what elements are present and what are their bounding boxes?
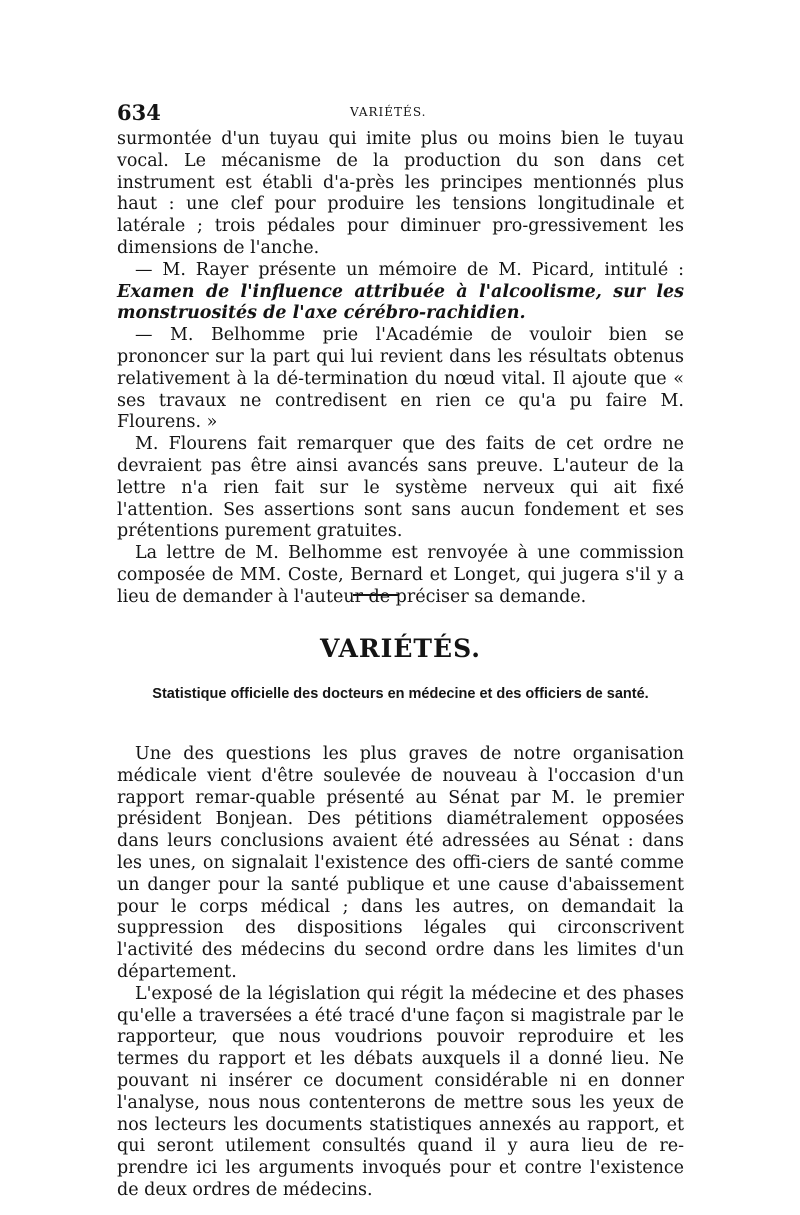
memoir-title: Examen de l'influence attribuée à l'alcoolisme, sur les monstruosités de l'axe cérébro-rachidien. [117, 281, 684, 324]
paragraph-legislation-expose: L'exposé de la législation qui régit la médecine et des phases qu'elle a traversées a été tracé d'une façon si magistrale par le rapporteur, que nous voudrions pouvoir reproduire et les termes du rapport et les débats auxquels il a donné lieu. Ne pouvant ni insérer ce document considérable ni en donner l'analyse, nous nous contenterons de mettre sous les yeux de nos lecteurs les documents statistiques annexés au rapport, et qui seront utilement consultés quand il y aura lieu de re-prendre ici les arguments invoqués pour et contre l'existence de deux ordres de médecins. [117, 983, 684, 1200]
running-head [117, 100, 684, 124]
section-separator-rule [353, 594, 399, 596]
paragraph-rayer-memoir [117, 260, 684, 325]
paragraph-statistics-question: Une des questions les plus graves de notre organisation médicale vient d'être soulevée de nouveau à l'occasion d'un rapport remar-quable présenté au Sénat par M. le premier président Bonjean. Des pétitions diamétralement opposées dans leurs conclusions avaient été adressées au Sénat : dans les unes, on signalait l'existence des offi-ciers de santé comme un danger pour la santé publique et une cause d'abaissement pour le corps médical ; dans les autres, on demandait la suppression des dispositions légales qui circonscrivent l'activité des médecins du second ordre dans les limites d'un département. [117, 744, 684, 982]
paragraph-flourens-remark: M. Flourens fait remarquer que des faits de cet ordre ne devraient pas être ainsi avancés sans preuve. L'auteur de la lettre n'a rien fait sur le système nerveux qui ait fixé l'attention. Ses assertions sont sans aucun fondement et ses prétentions purement gratuites. [117, 434, 684, 542]
academy-proceedings-text [117, 129, 684, 609]
paragraph-belhomme-request: — M. Belhomme prie l'Académie de vouloir bien se prononcer sur la part qui lui revient dans les résultats obtenus relativement à la dé-termination du nœud vital. Il ajoute que « ses travaux ne contredisent en rien ce qu'a pu faire M. Flourens. » [117, 325, 684, 433]
running-title: VARIÉTÉS. [350, 105, 427, 119]
paragraph-commission: La lettre de M. Belhomme est renvoyée à une commission composée de MM. Coste, Bernard et Longet, qui jugera s'il y a lieu de demander à l'auteur de préciser sa demande. [117, 543, 684, 607]
page-number: 634 [117, 100, 161, 125]
paragraph-instrument-mechanism: surmontée d'un tuyau qui imite plus ou moins bien le tuyau vocal. Le mécanisme de la production du son dans cet instrument est établi d'a-près les principes mentionnés plus haut : une clef pour produire les tensions longitudinale et latérale ; trois pédales pour diminuer pro-gressivement les dimensions de l'anche. [117, 129, 684, 258]
section-subtitle: Statistique officielle des docteurs en médecine et des officiers de santé. [152, 686, 649, 702]
varietes-article-text [117, 744, 684, 1202]
section-heading: VARIÉTÉS. [320, 634, 481, 663]
rayer-intro-text: — M. Rayer présente un mémoire de M. Picard, intitulé : [135, 259, 684, 280]
